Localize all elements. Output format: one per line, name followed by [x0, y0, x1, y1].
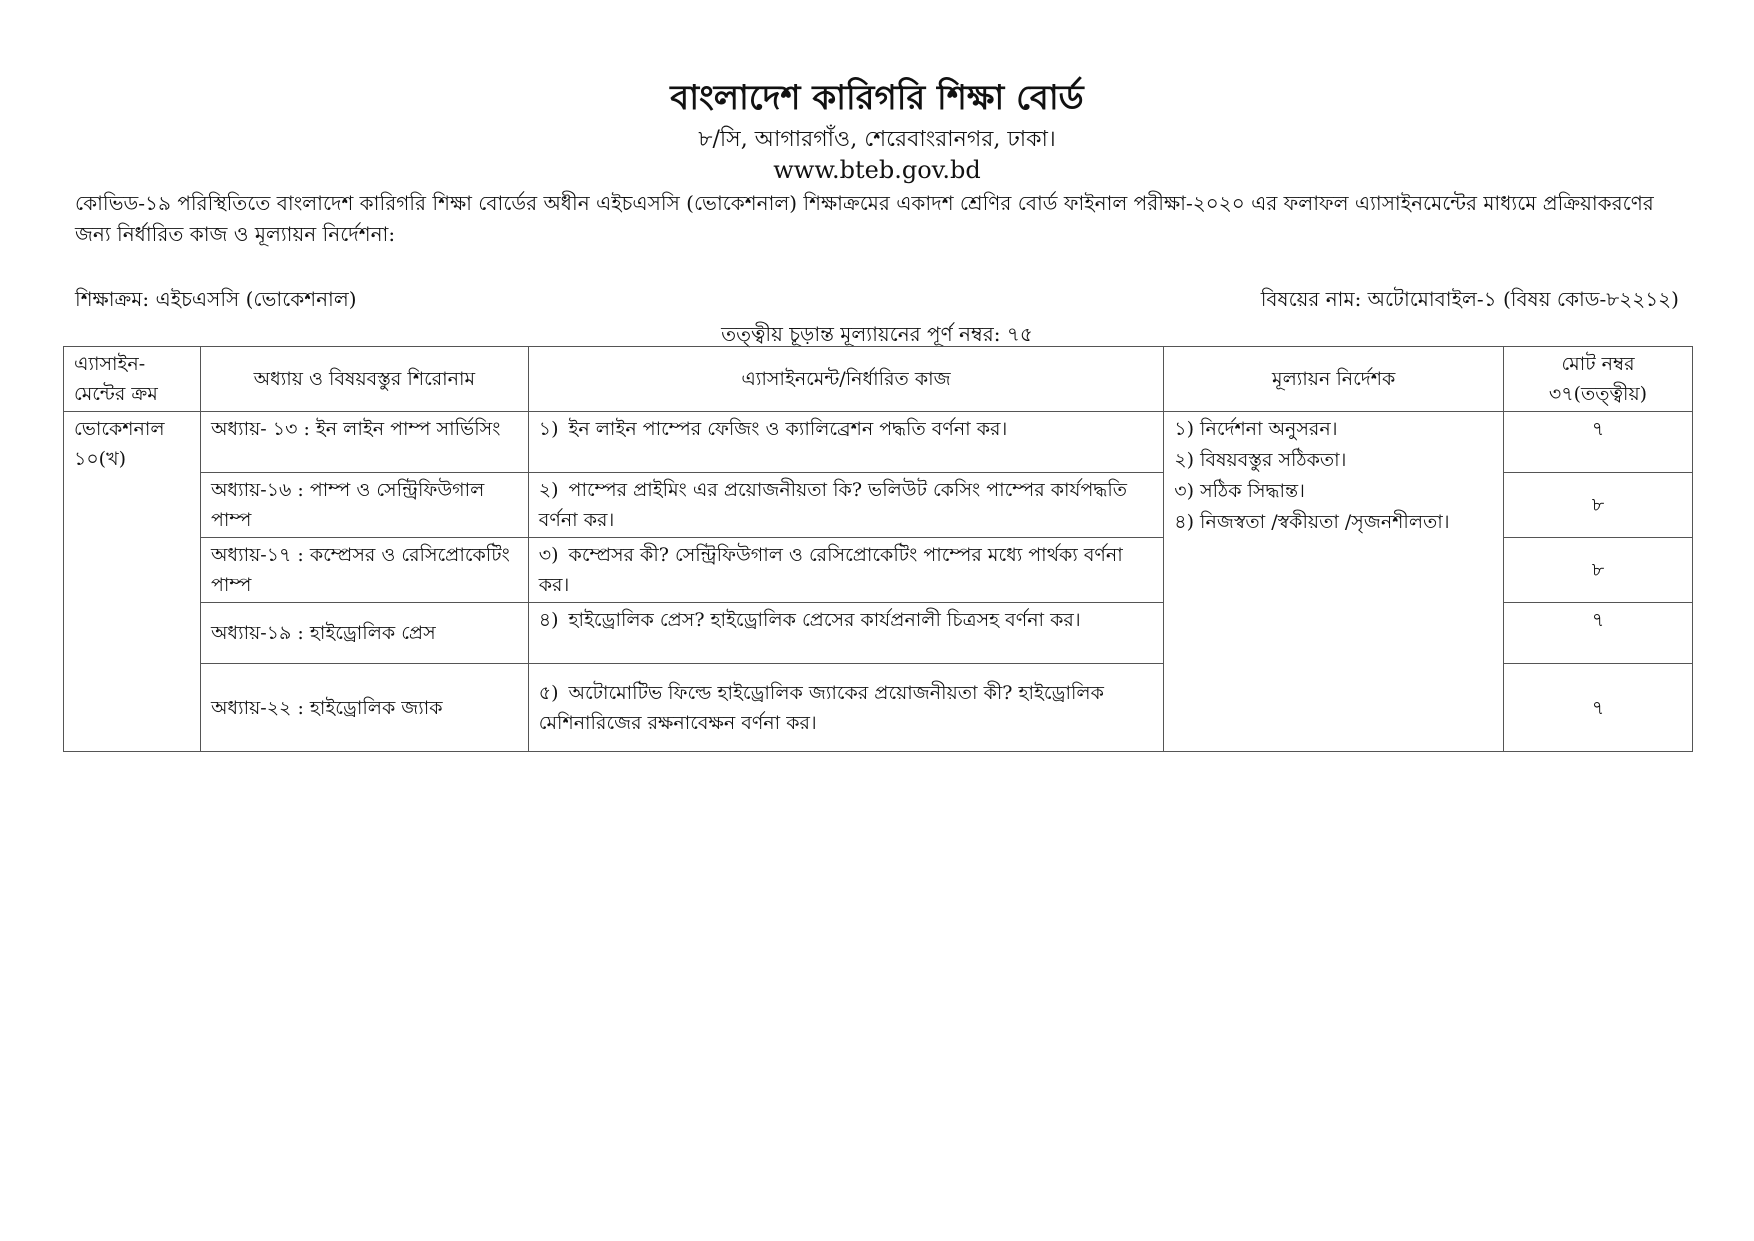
assignment-table — [63, 346, 1693, 752]
task-cell — [528, 603, 1164, 664]
task-cell — [528, 538, 1164, 603]
task-number: ৪) — [538, 609, 559, 631]
task-cell — [528, 473, 1164, 538]
table-row — [64, 412, 1693, 473]
marks-cell: ৭ — [1504, 664, 1693, 752]
marks-cell: ৭ — [1504, 412, 1693, 473]
task-text: হাইড্রোলিক প্রেস? হাইড্রোলিক প্রেসের কার্যপ্রনালী চিত্রসহ বর্ণনা কর। — [568, 609, 1081, 631]
header-criteria: মূল্যায়ন নির্দেশক — [1164, 347, 1504, 412]
task-number: ৫) — [538, 681, 559, 704]
task-text: কম্প্রেসর কী? সেন্ট্রিফিউগাল ও রেসিপ্রোকেটিং পাম্পের মধ্যে পার্থক্য বর্ণনা কর। — [538, 544, 1123, 596]
chapter-cell: অধ্যায়-২২ : হাইড্রোলিক জ্যাক — [200, 664, 528, 752]
criteria-item: ২) বিষয়বস্তুর সঠিকতা। — [1174, 449, 1347, 471]
criteria-item: ৪) নিজস্বতা /স্বকীয়তা /সৃজনশীলতা। — [1174, 511, 1450, 533]
marks-cell: ৭ — [1504, 603, 1693, 664]
header-sequence: এ্যাসাইন-মেন্টের ক্রম — [64, 347, 201, 412]
chapter-cell: অধ্যায়-১৭ : কম্প্রেসর ও রেসিপ্রোকেটিং পাম্প — [200, 538, 528, 603]
chapter-cell: অধ্যায়-১৯ : হাইড্রোলিক প্রেস — [200, 603, 528, 664]
board-title: বাংলাদেশ কারিগরি শিক্ষা বোর্ড — [670, 78, 1084, 118]
task-cell — [528, 412, 1164, 473]
chapter-cell: অধ্যায়- ১৩ : ইন লাইন পাম্প সার্ভিসিং — [200, 412, 528, 473]
task-number: ৩) — [538, 544, 559, 566]
intro-paragraph: কোভিড-১৯ পরিস্থিতিতে বাংলাদেশ কারিগরি শিক্ষা বোর্ডের অধীন এইচএসসি (ভোকেশনাল) শিক্ষাক্রমের একাদশ শ্রেণির বোর্ড ফাইনাল পরীক্ষা-২০২০ এর ফলাফল এ্যাসাইনমেন্টের মাধ্যমে প্রক্রিয়াকরণের জন্য নির্ধারিত কাজ ও মূল্যায়ন নির্দেশনা: — [75, 191, 1654, 246]
chapter-cell: অধ্যায়-১৬ : পাম্প ও সেন্ট্রিফিউগাল পাম্প — [200, 473, 528, 538]
sequence-cell: ভোকেশনাল ১০(খ) — [64, 412, 201, 752]
task-text: ইন লাইন পাম্পের ফেজিং ও ক্যালিব্রেশন পদ্ধতি বর্ণনা কর। — [568, 418, 1008, 440]
header-chapter: অধ্যায় ও বিষয়বস্তুর শিরোনাম — [200, 347, 528, 412]
full-marks-label: তত্ত্বীয় চূড়ান্ত মূল্যায়নের পূর্ণ নম্বর: ৭৫ — [721, 322, 1033, 346]
header-marks: মোট নম্বর ৩৭(তত্ত্বীয়) — [1504, 347, 1693, 412]
task-number: ১) — [538, 418, 559, 440]
table-header-row — [64, 347, 1693, 412]
marks-cell: ৮ — [1504, 538, 1693, 603]
header-task: এ্যাসাইনমেন্ট/নির্ধারিত কাজ — [528, 347, 1164, 412]
curriculum-label: শিক্ষাক্রম: এইচএসসি (ভোকেশনাল) — [75, 287, 357, 311]
subject-label: বিষয়ের নাম: অটোমোবাইল-১ (বিষয় কোড-৮২২১২) — [1260, 287, 1679, 311]
task-text: অটোমোটিভ ফিল্ডে হাইড্রোলিক জ্যাকের প্রয়োজনীয়তা কী? হাইড্রোলিক মেশিনারিজের রক্ষনাবেক্ষন বর্ণনা কর। — [538, 681, 1104, 734]
board-website: www.bteb.gov.bd — [773, 156, 981, 184]
task-cell — [528, 664, 1164, 752]
criteria-item: ৩) সঠিক সিদ্ধান্ত। — [1174, 480, 1305, 502]
task-number: ২) — [538, 479, 559, 501]
board-address: ৮/সি, আগারগাঁও, শেরেবাংরানগর, ঢাকা। — [698, 127, 1056, 152]
criteria-cell — [1164, 412, 1504, 752]
criteria-item: ১) নির্দেশনা অনুসরন। — [1174, 418, 1338, 440]
task-text: পাম্পের প্রাইমিং এর প্রয়োজনীয়তা কি? ভলিউট কেসিং পাম্পের কার্যপদ্ধতি বর্ণনা কর। — [538, 479, 1128, 531]
marks-cell: ৮ — [1504, 473, 1693, 538]
